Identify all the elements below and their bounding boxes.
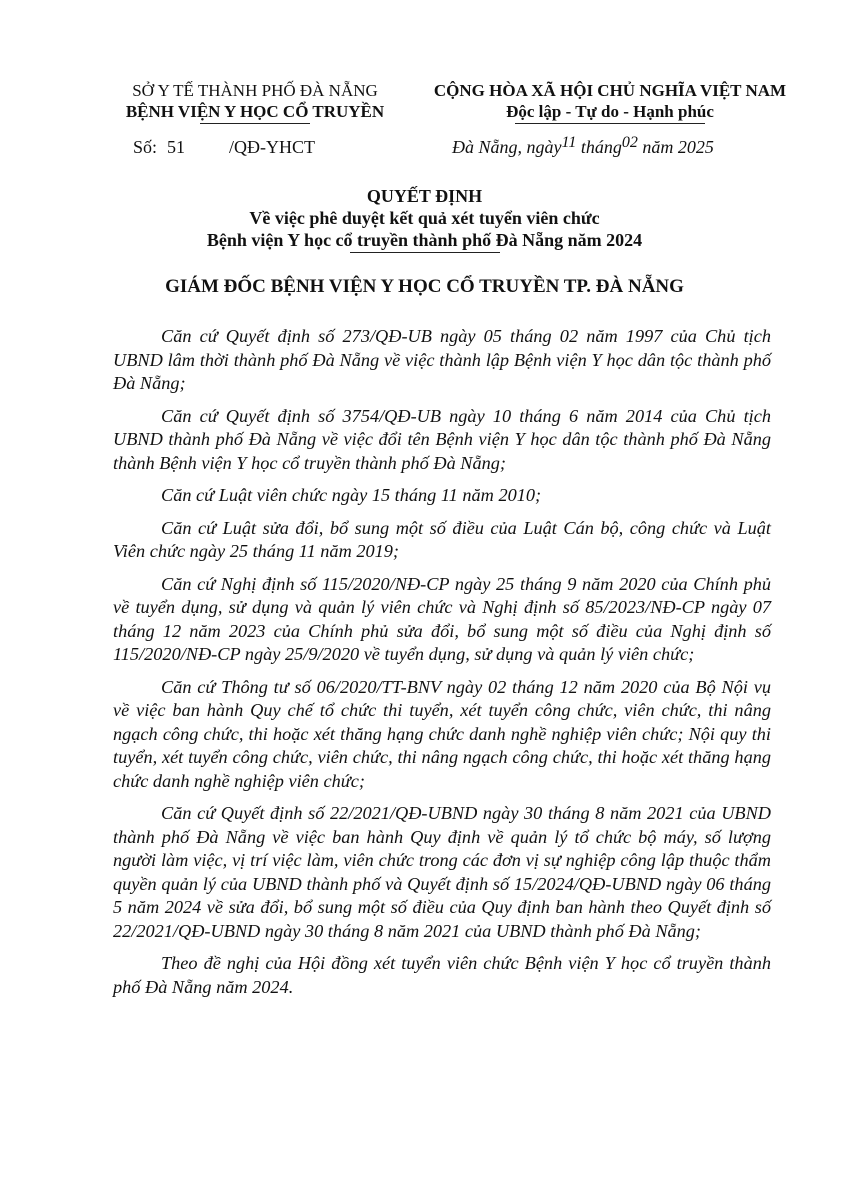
date-place-prefix: Đà Nẵng, ngày bbox=[452, 137, 562, 157]
doc-number-suffix: /QĐ-YHCT bbox=[229, 137, 316, 157]
motto-underline bbox=[515, 123, 705, 124]
date-year: năm 2025 bbox=[642, 137, 714, 157]
decision-subject-line1: Về việc phê duyệt kết quả xét tuyển viên chức bbox=[249, 208, 600, 228]
agency-underline bbox=[200, 123, 310, 124]
national-title: CỘNG HÒA XÃ HỘI CHỦ NGHĨA VIỆT NAM bbox=[433, 81, 787, 100]
legal-basis-paragraph: Căn cứ Quyết định số 22/2021/QĐ-UBND ngày 30 tháng 8 năm 2021 của UBND thành phố Đà Nẵng về việc ban hành Quy định về quản lý tổ chức bộ máy, số lượng người làm việc, vị trí việc làm, viên chức trong các đơn vị sự nghiệp công lập thuộc thẩm quyền quản lý của UBND thành phố và Quyết định số 15/2024/QĐ-UBND ngày 06 tháng 5 năm 2024 về sửa đổi, bổ sung một số điều của Quy định ban hành theo Quyết định số 22/2021/QĐ-UBND ngày 30 tháng 8 năm 2021 của UBND thành phố Đà Nẵng; bbox=[113, 803, 771, 941]
doc-number-value: 51 bbox=[167, 137, 186, 157]
issuing-agency-header bbox=[105, 80, 405, 124]
decision-heading: QUYẾT ĐỊNH bbox=[366, 186, 483, 206]
date-month: 02 bbox=[621, 134, 638, 151]
parent-agency-name: SỞ Y TẾ THÀNH PHỐ ĐÀ NẴNG bbox=[132, 81, 378, 100]
title-underline bbox=[350, 252, 500, 253]
doc-number-label: Số: bbox=[133, 137, 158, 157]
legal-basis-paragraph: Căn cứ Quyết định số 273/QĐ-UB ngày 05 tháng 02 năm 1997 của Chủ tịch UBND lâm thời thành phố Đà Nẵng về việc thành lập Bệnh viện Y học dân tộc thành phố Đà Nẵng; bbox=[113, 326, 771, 393]
date-day: 11 bbox=[561, 134, 577, 151]
decision-subject-line2: Bệnh viện Y học cổ truyền thành phố Đà Nẵng năm 2024 bbox=[206, 230, 643, 250]
agency-name: BỆNH VIỆN Y HỌC CỔ TRUYỀN bbox=[125, 102, 385, 121]
national-header bbox=[420, 80, 800, 124]
document-number bbox=[133, 135, 315, 159]
issuing-authority: GIÁM ĐỐC BỆNH VIỆN Y HỌC CỔ TRUYỀN TP. ĐÀ NẴNG bbox=[165, 276, 684, 297]
decision-title bbox=[100, 185, 749, 253]
legal-basis-paragraph: Căn cứ Nghị định số 115/2020/NĐ-CP ngày 25 tháng 9 năm 2020 của Chính phủ về tuyển dụng, sử dụng và quản lý viên chức và Nghị định số 85/2023/NĐ-CP ngày 07 tháng 12 năm 2023 của Chính phủ sửa đổi, bổ sung một số điều của Nghị định số 115/2020/NĐ-CP ngày 25/9/2020 về tuyển dụng, sử dụng và quản lý viên chức; bbox=[113, 573, 771, 664]
legal-basis-paragraph: Căn cứ Quyết định số 3754/QĐ-UB ngày 10 tháng 6 năm 2014 của Chủ tịch UBND thành phố Đà Nẵng về việc đổi tên Bệnh viện Y học dân tộc thành phố Đà Nẵng thành Bệnh viện Y học cổ truyền thành phố Đà Nẵng; bbox=[113, 405, 771, 473]
legal-basis-paragraph: Theo đề nghị của Hội đồng xét tuyển viên chức Bệnh viện Y học cổ truyền thành phố Đà Nẵng năm 2024. bbox=[113, 953, 771, 997]
document-date bbox=[452, 135, 714, 161]
legal-basis-paragraph: Căn cứ Luật viên chức ngày 15 tháng 11 năm 2010; bbox=[161, 485, 542, 505]
national-motto: Độc lập - Tự do - Hạnh phúc bbox=[506, 102, 714, 121]
legal-basis-paragraph: Căn cứ Thông tư số 06/2020/TT-BNV ngày 02 tháng 12 năm 2020 của Bộ Nội vụ về việc ban hành Quy chế tổ chức thi tuyển, xét tuyển công chức, viên chức, thi nâng ngạch công chức, thi hoặc xét thăng hạng chức danh nghề nghiệp viên chức; Nội quy thi tuyển, xét tuyển công chức, viên chức, thi nâng ngạch công chức, thi hoặc xét thăng hạng chức danh nghề nghiệp viên chức; bbox=[113, 676, 771, 791]
legal-basis-paragraph: Căn cứ Luật sửa đổi, bổ sung một số điều của Luật Cán bộ, công chức và Luật Viên chức ngày 25 tháng 11 năm 2019; bbox=[113, 517, 771, 561]
date-month-label: tháng bbox=[580, 137, 622, 157]
legal-basis bbox=[113, 325, 771, 1008]
